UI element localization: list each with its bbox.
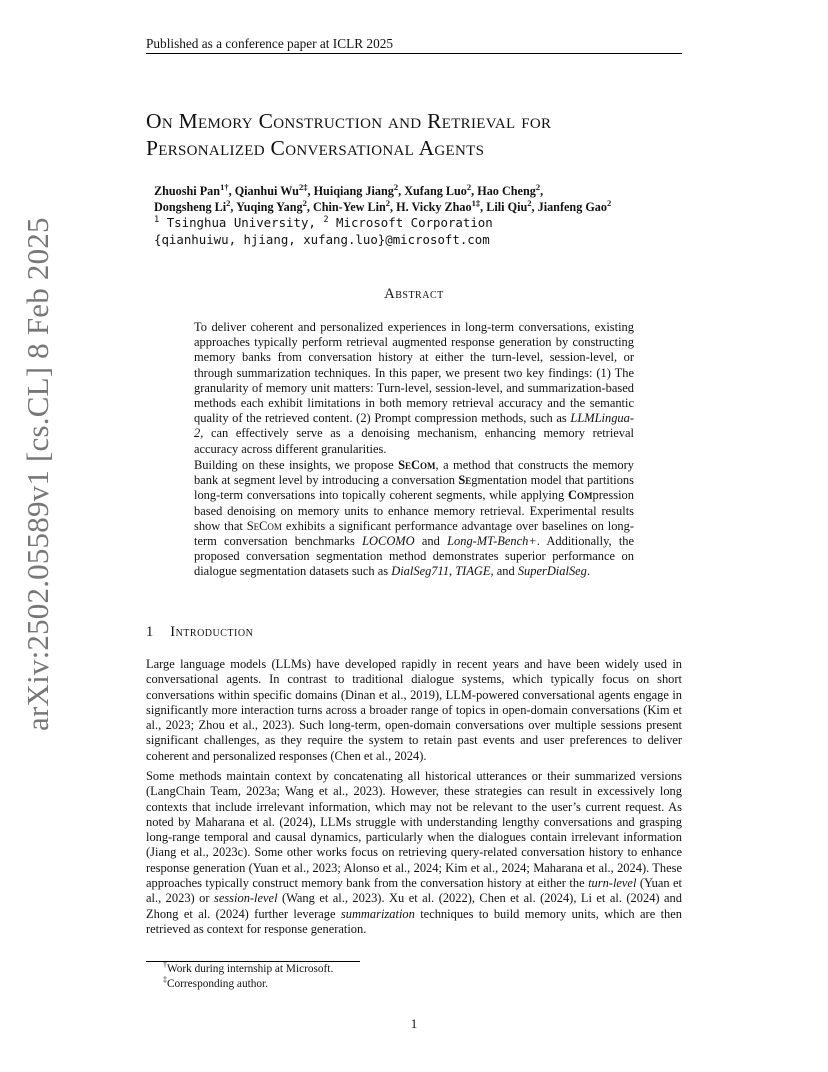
affil-tsinghua: Tsinghua University,: [166, 215, 316, 230]
benchmark-locomo: LOCOMO: [362, 534, 415, 549]
section-title: Introduction: [170, 624, 254, 640]
section-number: 1: [146, 624, 154, 640]
abstract-text: , a method that constructs the memory bank at segment level by introducing a conversation: [194, 458, 634, 488]
author-mark: 2: [607, 198, 612, 209]
author-mark: 2: [385, 198, 391, 209]
footnote-text: Work during internship at Microsoft.: [166, 963, 334, 975]
author-name: Huiqiang Jiang: [313, 184, 394, 198]
abstract-text: , and: [490, 564, 515, 579]
author-mark: 2: [393, 181, 399, 192]
session-level-term: session-level: [213, 891, 278, 906]
title-line-2: Personalized Conversational Agents: [146, 136, 485, 160]
author-mark: 2: [466, 181, 472, 192]
affiliations: [154, 215, 493, 248]
dataset-tiage: TIAGE: [455, 564, 491, 579]
author-name: Xufang Luo: [404, 184, 467, 198]
summarization-term: summarization: [340, 906, 415, 921]
abstract-text: exhibits a significant performance advantage over baselines on long-term conversation benchmarks: [194, 518, 635, 549]
author-list: [154, 183, 694, 216]
body-text: (Wang et al., 2023). Xu et al. (2022), Chen et al. (2024), Li et al. (2024) and Zhong et al. (2024) further leverage: [146, 891, 682, 921]
title-line-1: On Memory Construction and Retrieval for: [146, 109, 552, 133]
email-line: {qianhuiwu, hjiang, xufang.luo}@microsoft.com: [154, 231, 490, 247]
author-name: Dongsheng Li: [154, 200, 227, 215]
benchmark-mtbench: Long-MT-Bench+: [447, 534, 537, 549]
author-name: Qianhui Wu: [234, 184, 299, 198]
intro-paragraph-1: Large language models (LLMs) have developed rapidly in recent years and have been widely used in conversational agents. In contrast to traditional dialogue systems, which typically focus on short conversations within specific domains (Dinan et al., 2019), LLM-powered conversational agents engage in significantly more interaction turns across a broader range of topics in open-domain conversations (Kim et al., 2023; Zhou et al., 2023). Such long-term, open-domain conversations over multiple sessions present significant challenges, as they require the system to retain past events and user preferences to deliver coherent and personalized responses (Chen et al., 2024).: [146, 657, 682, 763]
header-rule: [146, 53, 682, 54]
author-name: Yuqing Yang: [236, 200, 303, 215]
affil-mark-2: 2: [323, 214, 329, 225]
affil-microsoft: Microsoft Corporation: [336, 215, 493, 230]
seg-emphasis: Se: [458, 473, 472, 488]
section-heading-introduction: [146, 623, 253, 641]
abstract-text: pression based denoising on memory units to enhance memory retrieval. Experimental results show that: [194, 488, 634, 533]
running-head: Published as a conference paper at ICLR 2025: [146, 36, 394, 51]
author-name: Hao Cheng: [477, 184, 536, 198]
footnote-mark: ‡: [163, 975, 167, 985]
abstract-text: . Additionally, the proposed conversation segmentation method demonstrates superior performance on dialogue segmentation datasets such as: [194, 534, 635, 579]
author-name: Zhuoshi Pan: [154, 184, 221, 198]
footnote-1: [163, 962, 333, 976]
author-mark: 2: [226, 198, 231, 209]
footnote-2: [163, 977, 268, 991]
dataset-dialseg711: DialSeg711: [391, 564, 450, 579]
abstract-text: , can effectively serve as a denoising mechanism, enhancing memory retrieval accuracy across different granularities.: [194, 426, 634, 456]
body-text: (Yuan et al., 2023) or: [146, 876, 683, 906]
abstract-text: Building on these insights, we propose: [194, 458, 394, 472]
abstract-text: gmentation model that partitions long-term conversations into topically coherent segments, while applying: [194, 473, 634, 503]
secom-name: SeCom: [246, 518, 282, 533]
affil-mark-1: 1: [154, 214, 160, 225]
author-mark: 2: [535, 181, 541, 192]
arxiv-stamp: arXiv:2502.05589v1 [cs.CL] 8 Feb 2025: [20, 217, 55, 731]
paper-title: [146, 108, 706, 162]
author-name: Chin-Yew Lin: [312, 200, 386, 215]
abstract-text: and: [421, 534, 440, 549]
author-mark: 1†: [220, 181, 229, 192]
author-mark: 2‡: [298, 181, 308, 192]
llmlingua-term: LLMLingua-2: [194, 411, 635, 441]
abstract-heading: Abstract: [384, 286, 444, 302]
abstract-paragraph-2: Building on these insights, we propose SeCom, a method that constructs the memory bank at segment level by introducing a conversation Segmentation model that partitions long-term conversations into topically coherent segments, while applying Compression based denoising on memory units to enhance memory retrieval. Experimental results show that SeCom exhibits a significant performance advantage over baselines on long-term conversation benchmarks LOCOMO and Long-MT-Bench+. Additionally, the proposed conversation segmentation method demonstrates superior performance on dialogue segmentation datasets such as DialSeg711, TIAGE, and SuperDialSeg.: [194, 458, 635, 579]
author-line-2: Dongsheng Li$^2$, Yuqing Yang$^2$, Chin-Yew Lin$^2$, H. Vicky Zhao$^{1\ddagger}$, Lili Qiu$^2$, Jianfeng Gao$^2$: [154, 198, 612, 215]
com-emphasis: Com: [568, 488, 593, 503]
affiliation-line: [154, 215, 493, 232]
footnote-text: Corresponding author.: [166, 978, 268, 990]
abstract-text: .: [586, 564, 591, 579]
turn-level-term: turn-level: [588, 876, 637, 891]
footnote-mark: †: [163, 960, 167, 970]
author-mark: 1‡: [471, 198, 481, 209]
abstract-text: To deliver coherent and personalized experiences in long-term conversations, existing approaches typically perform retrieval augmented response generation by constructing memory banks from conversation history at either the turn-level, session-level, or through summarization techniques. In this paper, we present two key findings: (1) The granularity of memory unit matters: Turn-level, session-level, and summarization-based methods each exhibit limitations in both memory retrieval accuracy and the semantic quality of the retrieved content. (2) Prompt compression methods, such as: [194, 320, 634, 426]
author-name: H. Vicky Zhao: [396, 200, 472, 215]
page-number: 1: [410, 1016, 418, 1031]
abstract-paragraph-1: [194, 320, 634, 457]
secom-name: SeCom: [398, 458, 436, 472]
author-mark: 2: [527, 198, 532, 209]
author-line-1: Zhuoshi Pan$^{1\dagger}$, Qianhui $Wu^{2\ddagger}$, Huiqiang Jiang$^2$, Xufang Luo$^2$, Hao Cheng$^2$,: [154, 181, 544, 198]
body-text: Some methods maintain context by concatenating all historical utterances or their summarized versions (LangChain Team, 2023a; Wang et al., 2023). However, these strategies can result in excessively long contexts that include irrelevant information, which may not be relevant to the user’s current request. As noted by Maharana et al. (2024), LLMs struggle with understanding lengthy conversations and grasping long-range temporal and causal dynamics, particularly when the dialogues contain irrelevant information (Jiang et al., 2023c). Some other works focus on retrieving query-related conversation history to enhance response generation (Yuan et al., 2023; Alonso et al., 2024; Kim et al., 2024; Maharana et al., 2024). These approaches typically construct memory bank from the conversation history at either the: [146, 769, 682, 891]
dataset-superdialseg: SuperDialSeg: [517, 564, 587, 579]
author-name: Jianfeng Gao: [537, 200, 607, 215]
author-mark: 2: [302, 198, 307, 209]
body-text: techniques to build memory units, which are then retrieved as context for response generation.: [146, 906, 682, 936]
author-name: Lili Qiu: [486, 200, 528, 215]
intro-paragraph-2: [146, 769, 682, 937]
